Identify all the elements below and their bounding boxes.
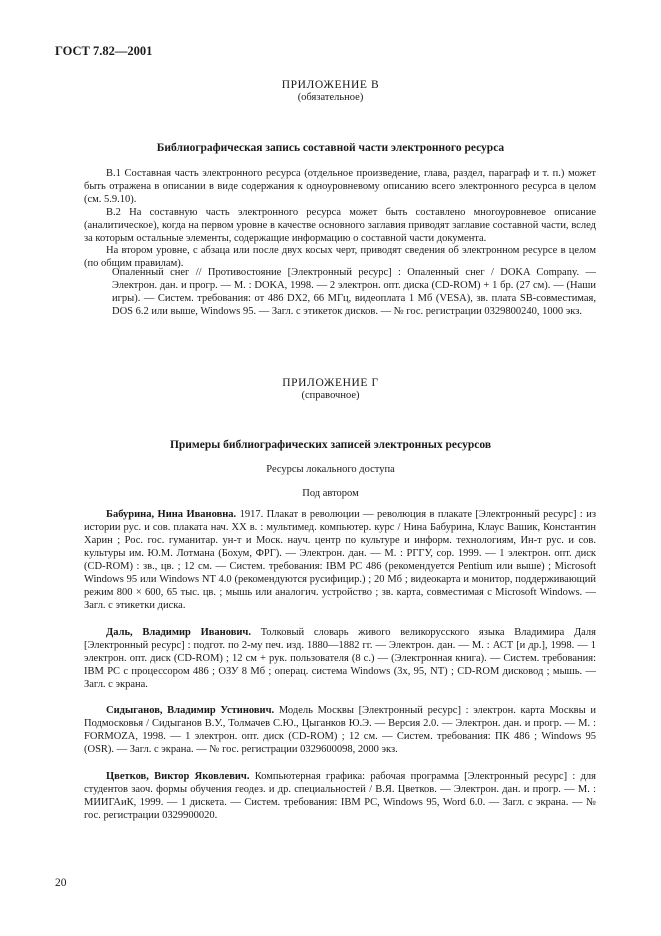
appendix-g-note: (справочное) [301,390,360,401]
appendix-b-heading: Библиографическая запись составной части электронного ресурса [156,142,505,154]
paragraph-b2: В.2 На составную часть электронного ресурса может быть составлено многоуровневое описание (аналитическое), когда на первом уровне в качестве основного заглавия приводят заглавие составной части, вслед за которым остальные элементы, содержащие информацию о составной части документа. [84,206,596,244]
appendix-g-subheading-author: Под автором [302,488,359,499]
entry-text: 1917. Плакат в революции — революция в плакате [Электронный ресурс] : из истории рус. и сов. плаката нач. XX в. : мультимед. компьютер. курс / Нина Бабурина, Клаус Вашик, Константин Харин ; Рос. гос. гуманитар. ун-т и Моск. науч. центр по культуре и информ. технологиям, Ин-т рус. и сов. культуры им. Ю.М. Лотмана (Бохум, ФРГ). — Электрон. дан. — М. : РГГУ, сор. 1999. — 1 электрон. опт. диск (CD-ROM) : зв., цв. ; 12 см. — Систем. требования: IBM PC 486 (рекомендуется Pentium или выше) ; Microsoft Windows 95 или Windows NT 4.0 (рекомендуются русифицир.) ; 20 Мб ; видеокарта и монитор, поддерживающий режим 800 × 600, 65 тыс. цв. ; мышь или аналогич. устройство ; зв. карта, совместимая с Microsoft Windows. — Загл. с этикетки диска. [84,509,596,611]
entry-text: Толковый словарь живого великорусского языка Владимира Даля [Электронный ресурс] : подгот. по 2-му печ. изд. 1880—1882 гг. — Электрон. дан. — М. : АСТ [и др.], 1998. — 1 электрон. опт. диск (CD-ROM) ; 12 см + рук. пользователя (8 с.) — (Электронная книга). — Систем. требования: IBM PC с процессором 486 ; ОЗУ 8 Мб ; операц. система Windows (3х, 95, NT) ; CD-ROM дисковод ; мышь. — Загл. с экрана. [84,627,596,690]
appendix-b-body [84,168,596,271]
appendix-b-title: ПРИЛОЖЕНИЕ В [281,79,380,91]
bib-entry [84,704,596,756]
appendix-b-example [112,267,596,319]
entry-author: Бабурина, Нина Ивановна. [106,509,237,520]
entry-author: Сидыганов, Владимир Устинович. [106,705,275,716]
entry-author: Даль, Владимир Иванович. [106,627,251,638]
page-number: 20 [55,877,67,889]
appendix-g-subheading: Ресурсы локального доступа [266,464,395,475]
entry-text: Модель Москвы [Электронный ресурс] : электрон. карта Москвы и Подмосковья / Сидыганов В.У., Толмачев С.Ю., Цыганков Ю.Э. — Версия 2.0. — Электрон. дан. и прогр. — М. : FORMOZA, 1998. — 1 электрон. опт. диск (CD-ROM) ; 12 см. — Систем. требования: ПК 486 ; Windows 95 (OSR). — Загл. с экрана. — № гос. регистрации 0329600098, 2000 экз. [84,705,596,755]
entry-text: Компьютерная графика: рабочая программа [Электронный ресурс] : для студентов заоч. формы обучения геодез. и др. специальностей / В.Я. Цветков. — Электрон. дан. и прогр. — М. : МИИГАиК, 1999. — 1 дискета. — Систем. требования: IBM PC, Windows 95, Word 6.0. — Загл. с экрана. — № гос. регистрации 0329900020. [84,771,596,821]
example-record: Опаленный снег // Противостояние [Электронный ресурс] : Опаленный снег / DOKA Company. — Электрон. дан. и прогр. — М. : DOKA, 1998. — 2 электрон. опт. диска (CD-ROM) + 1 бр. (27 см). — (Наши игры). — Систем. требования: от 486 DX2, 66 МГц, видеоплата 1 Мб (VESA), зв. плата SB-совместимая, DOS 6.2 или выше, Windows 95. — Загл. с этикеток дисков. — № гос. регистрации 0329800240, 1000 экз. [112,267,596,317]
standard-header: ГОСТ 7.82—2001 [55,44,153,58]
bib-entry [84,770,596,822]
bib-entry [84,626,596,691]
paragraph-b1: В.1 Составная часть электронного ресурса (отдельное произведение, глава, раздел, параграф и т. п.) может быть отражена в описании в виде содержания к одноуровневому описанию всего электронного ресурса в целом (см. 5.9.10). [84,168,596,205]
appendix-b-note: (обязательное) [297,92,364,103]
bib-entry [84,508,596,612]
paragraph-b3: На втором уровне, с абзаца или после двух косых черт, приводят сведения об электронном ресурсе в целом (по общим правилам). [84,245,596,270]
entry-author: Цветков, Виктор Яковлевич. [106,771,250,782]
appendix-g-heading: Примеры библиографических записей электронных ресурсов [169,439,492,451]
appendix-g-title: ПРИЛОЖЕНИЕ Г [282,377,379,389]
